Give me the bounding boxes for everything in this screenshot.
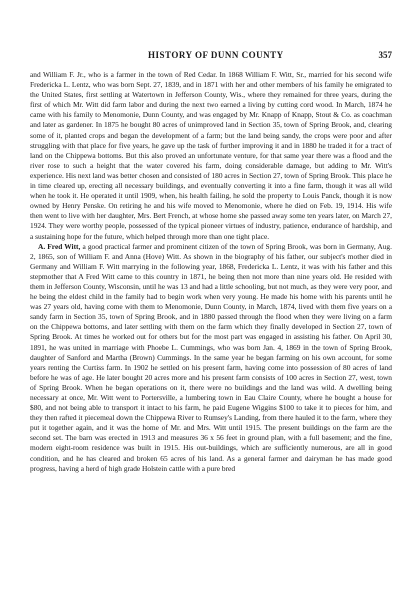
body-text: [30, 70, 392, 474]
paragraph-continued: [30, 70, 392, 242]
paragraph-biography-a-fred-witt: [30, 242, 392, 474]
paragraph-text: a good practical farmer and prominent citizen of the town of Spring Brook, was born in Germany, Aug. 2, 1865, son of William F. and Anna (Hove) Witt. As shown in the biography of his father, our subject's mother died in Germany and William F. Witt marrying in the following year, 1868, Fredericka L. Lentz, it was with his father and this stepmother that A Fred Witt came to this country in 1871, he being then not more than nine years old. He resided with them in Jefferson County, Wisconsin, until he was 13 and had a little schooling, but not much, as they were very poor, and he being the eldest child in the family had to begin work when very young. He made his home with his parents until he was 27 years old, having come with them to Menomonie, Dunn County, in March, 1874, lived with them five years on a sandy farm in Section 35, town of Spring Brook, and in 1880 passed through the flood when they were living on a farm on the Chippewa bottoms, and later settling with them on the farm which they finally developed in Section 27, town of Spring Brook. At times he worked out for others but for the most part was engaged in assisting his father. On April 30, 1891, he was united in marriage with Phoebe L. Cummings, who was born Jan. 4, 1869 in the town of Spring Brook, daughter of Sanford and Martha (Brown) Cummings. In the same year he began farming on his own account, for some years renting the Curtiss farm. In 1902 he settled on his present farm, having come into possession of 80 acres of land before he was of age. He later bought 20 acres more and his present farm consists of 100 acres in Section 27, west, town of Spring Brook. When he began operations on it, there were no buildings and the land was wild. A dwelling being necessary at once, Mr. Witt went to Portersville, a lumbering town in Eau Claire County, where he bought a house for $80, and not being able to transport it intact to his farm, he paid Eugene Wiggins $100 to take it to pieces for him, and they then rafted it piecemeal down the Chippewa River to Rumsey's Landing, from there hauled it to the farm, where they put it together again, and it was the home of Mr. and Mrs. Witt until 1915. The present buildings on the farm are the second set. The barn was erected in 1913 and measures 36 x 56 feet in ground plan, with a full basement; and the fine, modern eight-room residence was built in 1915. His out-buildings, which are sufficiently numerous, are all in good condition, and he has cleared and broken 65 acres of his land. As a general farmer and dairyman he has made good progress, having a herd of high grade Holstein cattle with a pure bred: [30, 241, 392, 473]
paragraph-text: and William F. Jr., who is a farmer in the town of Red Cedar. In 1868 William F. Witt, Sr., married for his second wife Fredericka L. Lentz, who was born Sept. 27, 1839, and in 1871 with her and other members of his family he emigrated to the United States, first settling at Watertown in Jefferson County, Wis., where they remained for three years, during the first of which Mr. Witt did farm labor and during the next two earned a living by cutting cord wood. In March, 1874 he came with his family to Menomonie, Dunn County, and was engaged by Mr. Knapp of Knapp, Stout & Co. as coachman and later as gardener. In 1875 he bought 80 acres of unimproved land in Section 35, town of Spring Brook, and, clearing some of it, planted crops and began the development of a farm; but the land being sandy, the crops were poor and after struggling with that place for five years, he gave up the task of further improving it and in 1880 he traded it for a tract of land on the Chippewa bottoms. But this also proved an unfortunate venture, for that same year there was a flood and the river rose to such a height that the water covered his farm, doing considerable damage, but adding to Mr. Witt's experience. His next land was better chosen and consisted of 180 acres in Section 27, town of Spring Brook. This place he in time cleared up, erecting all necessary buildings, and eventually converting it into a fine farm, though it was all wild when he took it. He operated it until 1909, when, his health failing, he sold the property to Louis Panck, though it is now owned by Henry Penske. On retiring he and his wife moved to Menomonie, where he died on Feb. 19, 1914. His wife then went to live with her daughter, Mrs. Bert French, at whose home she passed away some ten years later, on March 27, 1924. They were worthy people, possessed of the typical pioneer virtues of industry, patience, endurance of hardship, and a sustaining hope for the future, which helped through more than one tight place.: [30, 70, 392, 241]
biography-heading: A. Fred Witt,: [38, 241, 81, 251]
running-head: [30, 50, 392, 64]
running-head-title: HISTORY OF DUNN COUNTY: [148, 50, 284, 60]
page-number: 357: [378, 50, 392, 60]
book-page: [30, 50, 392, 474]
